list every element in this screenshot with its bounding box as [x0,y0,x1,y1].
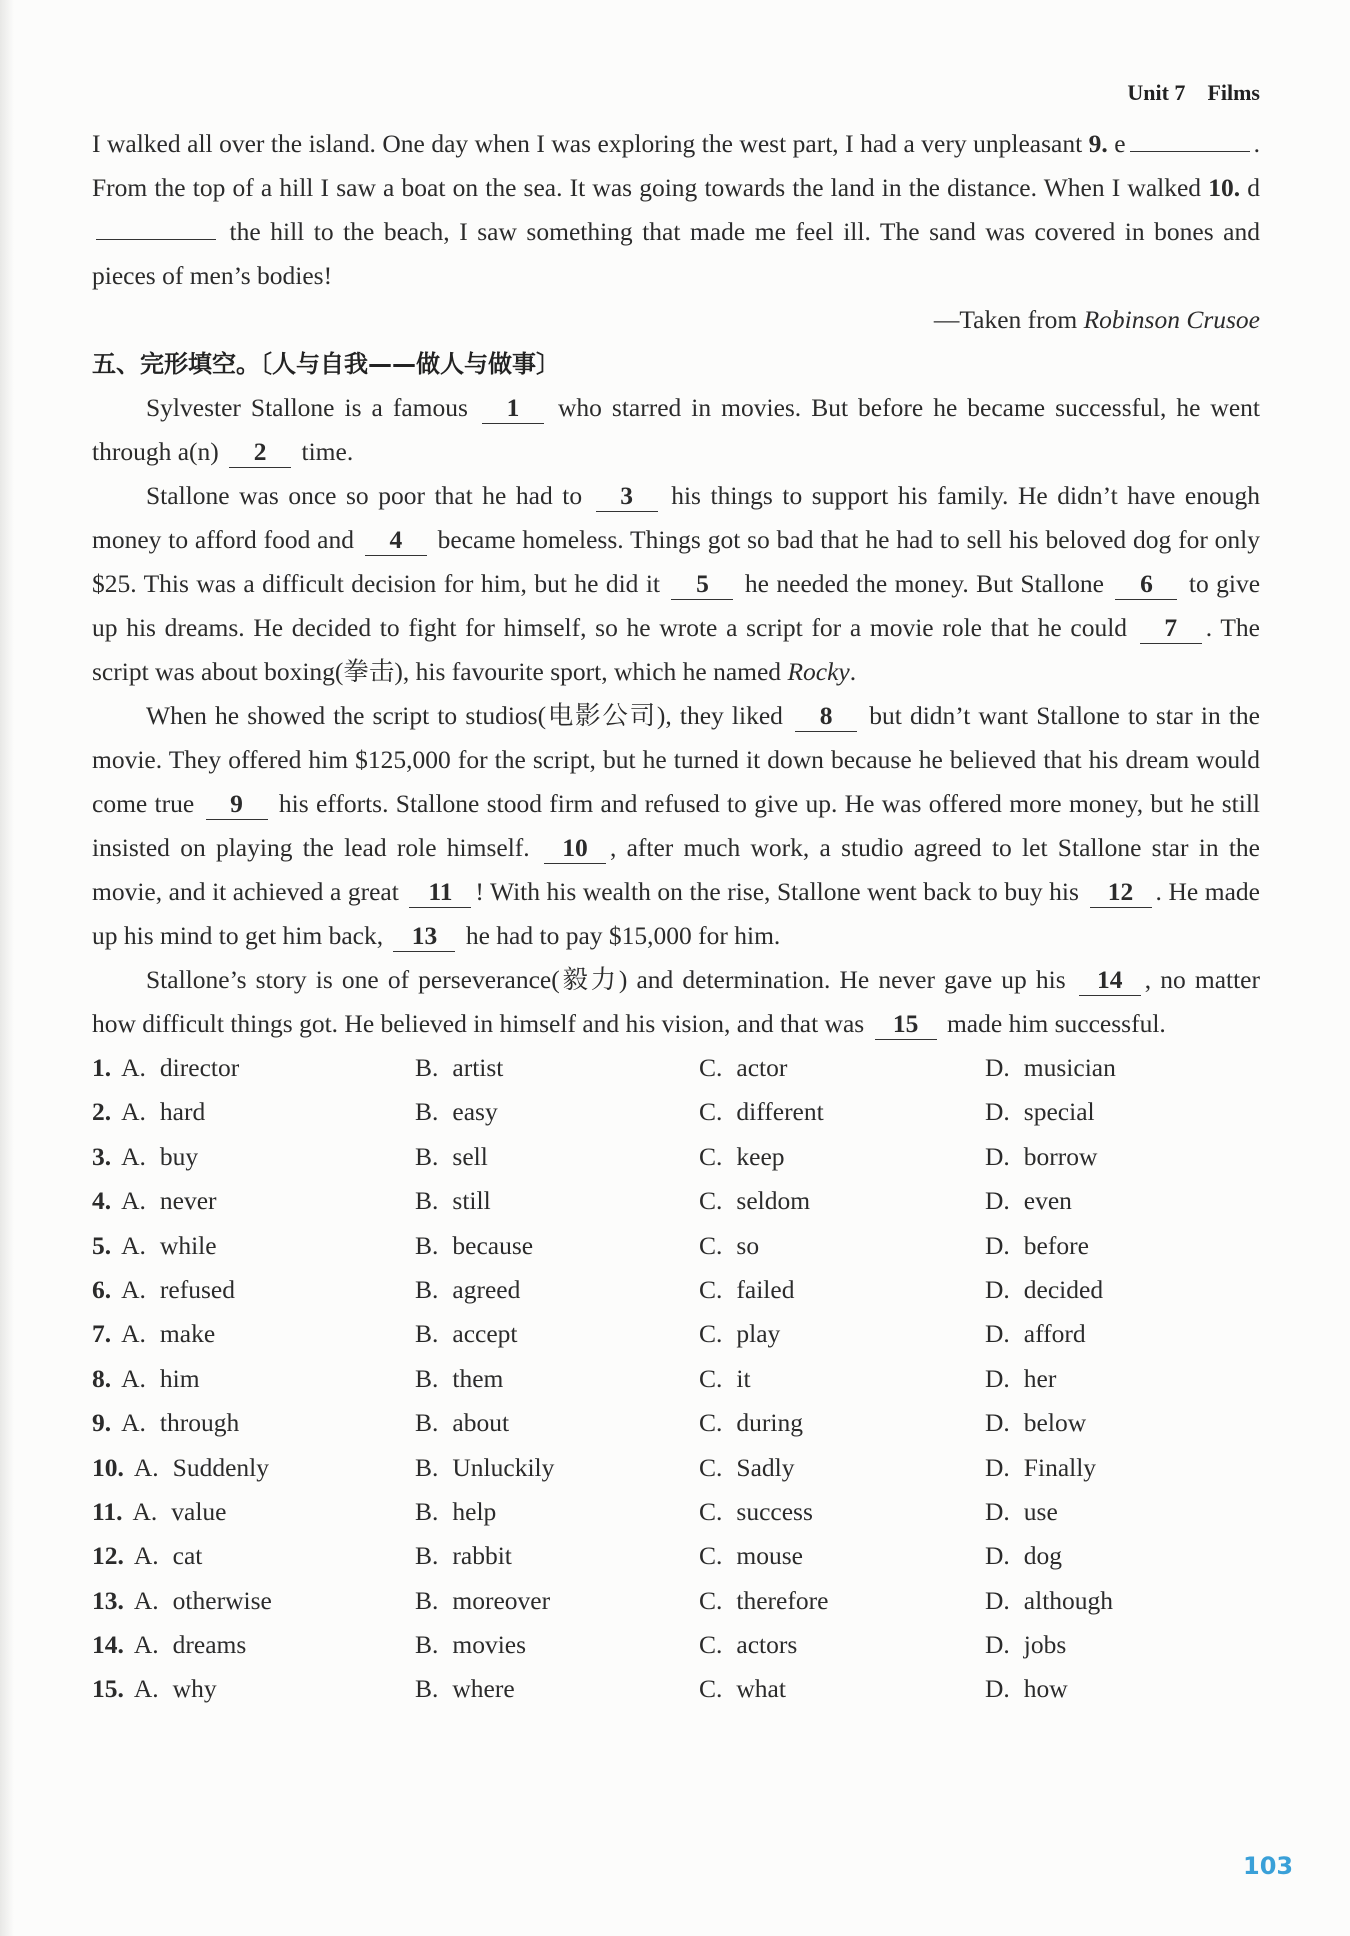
question-number: 10. [1208,173,1241,202]
story-text: the hill to the beach, I saw something that made me feel ill. The sand was covered in bones and pieces of men’s bodies! [92,217,1261,290]
option-letter: D. [985,1141,1010,1171]
option-letter: A. [121,1053,146,1082]
option-letter: B. [415,1230,439,1260]
option-a[interactable] [92,1090,415,1134]
cloze-blank[interactable]: 13 [393,921,455,952]
option-question-number: 13. [92,1585,124,1615]
option-b[interactable] [415,1579,699,1623]
option-c[interactable] [699,1268,985,1312]
option-letter: C. [699,1674,723,1704]
option-text: special [1023,1097,1095,1127]
option-c[interactable] [699,1224,985,1268]
option-letter: C. [699,1452,723,1482]
option-c[interactable] [699,1179,985,1223]
option-a[interactable] [92,1046,415,1090]
option-text: so [736,1230,760,1260]
option-letter: A. [133,1585,159,1615]
option-text: Suddenly [172,1452,270,1482]
option-b[interactable] [415,1401,699,1445]
option-letter: B. [415,1097,439,1127]
cloze-blank[interactable]: 15 [875,1009,937,1040]
option-text: failed [736,1274,795,1304]
option-letter: C. [699,1630,723,1660]
option-text: artist [452,1053,504,1082]
option-d[interactable] [985,1667,1260,1711]
option-letter: D. [985,1053,1010,1082]
cloze-blank[interactable]: 4 [365,525,427,556]
option-text: about [452,1408,510,1438]
option-text: agreed [452,1274,521,1304]
option-letter: D. [985,1408,1010,1438]
option-row [92,1579,1260,1623]
option-text: seldom [736,1186,811,1216]
answer-options-list [92,1046,1260,1712]
option-text: actor [736,1053,788,1082]
option-letter: A. [121,1408,146,1438]
option-row [92,1667,1260,1711]
option-letter: B. [415,1541,439,1571]
cloze-blank[interactable]: 2 [229,437,291,468]
first-letter-hint: d [1247,173,1261,202]
option-row [92,1490,1260,1534]
option-b[interactable] [415,1090,699,1134]
option-d[interactable] [985,1135,1260,1179]
option-question-number: 15. [92,1674,124,1704]
option-text: never [159,1186,217,1216]
option-text: Sadly [736,1452,795,1482]
option-row [92,1135,1260,1179]
option-a[interactable] [92,1490,415,1534]
option-text: refused [159,1274,235,1304]
option-letter: A. [133,1674,159,1704]
option-text: dreams [172,1630,247,1660]
option-question-number: 2. [92,1097,112,1127]
option-letter: B. [415,1585,439,1615]
cloze-text: he had to pay $15,000 for him. [465,921,781,950]
option-text: mouse [736,1541,803,1571]
option-question-number: 7. [92,1319,112,1349]
option-text: use [1023,1496,1058,1526]
option-text: even [1023,1186,1072,1216]
option-a[interactable] [92,1224,415,1268]
option-text: Unluckily [452,1452,555,1482]
option-letter: D. [985,1319,1010,1349]
cloze-paragraph-2 [92,474,1260,694]
option-a[interactable] [92,1179,415,1223]
cloze-text: , after much work, a studio agreed to let Stallone star in the movie, and it achieved a great [92,833,1260,906]
option-letter: C. [699,1274,723,1304]
option-letter: C. [699,1541,723,1571]
option-text: hard [159,1097,206,1127]
option-d[interactable] [985,1534,1260,1578]
option-text: through [159,1408,240,1438]
option-d[interactable] [985,1268,1260,1312]
page-header [1127,80,1260,106]
story-text: . From the top of a hill I saw a boat on the sea. It was going towards the land in the distance. When I walked [92,129,1260,202]
option-c[interactable] [699,1357,985,1401]
option-letter: D. [985,1630,1010,1660]
option-text: easy [452,1097,498,1127]
cloze-text: but didn’t want Stallone to star in the movie. They offered him $125,000 for the script, but he turned it down because he believed that his dream would come true [92,701,1260,818]
cloze-paragraph-1 [92,386,1260,474]
option-letter: B. [415,1141,439,1171]
option-letter: C. [699,1408,723,1438]
option-letter: D. [985,1097,1010,1127]
cloze-text: to give up his dreams. He decided to fight for himself, so he wrote a script for a movie role that he could [92,569,1261,642]
option-a[interactable] [92,1534,415,1578]
cloze-blank[interactable]: 12 [1090,877,1152,908]
option-letter: B. [415,1408,439,1438]
option-letter: D. [985,1452,1010,1482]
option-letter: D. [985,1186,1010,1216]
option-text: why [172,1674,217,1704]
option-text: accept [452,1319,518,1349]
option-letter: A. [133,1541,159,1571]
option-text: sell [452,1141,488,1171]
option-text: keep [736,1141,785,1171]
option-d[interactable] [985,1090,1260,1134]
option-a[interactable] [92,1357,415,1401]
option-letter: A. [121,1186,146,1216]
option-letter: A. [121,1363,146,1393]
option-question-number: 1. [92,1053,112,1082]
cloze-paragraph-4 [92,958,1260,1046]
option-letter: B. [415,1053,439,1082]
book-title: Robinson Crusoe [1083,305,1260,334]
page-content [92,122,1260,1712]
option-b[interactable] [415,1179,699,1223]
option-letter: A. [132,1496,158,1526]
option-text: director [159,1053,240,1082]
credit-prefix: —Taken from [933,305,1084,334]
option-letter: C. [699,1230,723,1260]
unit-title: Films [1207,80,1260,105]
option-letter: C. [699,1097,723,1127]
option-text: otherwise [172,1585,272,1615]
story-passage [92,122,1260,298]
cloze-blank[interactable]: 11 [409,877,471,908]
cloze-blank[interactable]: 6 [1115,569,1177,600]
option-d[interactable] [985,1623,1260,1667]
first-letter-hint: e [1114,129,1126,158]
option-letter: B. [415,1363,439,1393]
option-text: still [452,1186,491,1216]
option-row [92,1224,1260,1268]
option-a[interactable] [92,1446,415,1490]
option-question-number: 3. [92,1141,112,1171]
cloze-blank[interactable]: 7 [1140,613,1202,644]
option-letter: C. [699,1186,723,1216]
option-a[interactable] [92,1667,415,1711]
option-c[interactable] [699,1446,985,1490]
option-letter: B. [415,1319,439,1349]
option-text: afford [1023,1319,1086,1349]
option-b[interactable] [415,1135,699,1179]
option-row [92,1446,1260,1490]
option-letter: A. [121,1097,146,1127]
option-row [92,1090,1260,1134]
option-c[interactable] [699,1090,985,1134]
option-row [92,1401,1260,1445]
option-d[interactable] [985,1357,1260,1401]
option-text: below [1023,1408,1087,1438]
cloze-text: , no matter how difficult things got. He believed in himself and his vision, and that was [92,965,1260,1038]
option-letter: D. [985,1674,1010,1704]
cloze-text: became homeless. Things got so bad that he had to sell his beloved dog for only $25. This was a difficult decision for him, but he did it [92,525,1260,598]
option-text: them [452,1363,504,1393]
option-a[interactable] [92,1135,415,1179]
cloze-text: . The script was about boxing(拳击), his favourite sport, which he named [92,613,1260,686]
option-text: what [736,1674,786,1704]
option-text: because [452,1230,534,1260]
option-d[interactable] [985,1224,1260,1268]
cloze-text: who starred in movies. But before he became successful, he went through a(n) [92,393,1260,466]
option-text: buy [159,1141,199,1171]
page-number: 103 [1243,1852,1294,1880]
source-credit [92,298,1260,342]
option-row [92,1623,1260,1667]
option-text: movies [452,1630,527,1660]
cloze-text: ! With his wealth on the rise, Stallone went back to buy his [475,877,1079,906]
option-b[interactable] [415,1534,699,1578]
section-title: 五、完形填空。〔人与自我——做人与做事〕 [92,350,560,378]
option-letter: B. [415,1186,439,1216]
option-question-number: 5. [92,1230,112,1260]
option-text: play [736,1319,781,1349]
cloze-blank[interactable]: 5 [671,569,733,600]
option-text: borrow [1023,1141,1098,1171]
option-b[interactable] [415,1268,699,1312]
option-text: cat [172,1541,203,1571]
option-b[interactable] [415,1490,699,1534]
option-question-number: 4. [92,1186,112,1216]
option-question-number: 11. [92,1496,123,1526]
cloze-text: time. [301,437,354,466]
option-c[interactable] [699,1135,985,1179]
option-text: during [736,1408,803,1438]
cloze-blank[interactable]: 10 [544,833,606,864]
option-a[interactable] [92,1268,415,1312]
cloze-paragraph-3 [92,694,1260,958]
cloze-text: . He made up his mind to get him back, [92,877,1260,950]
option-text: rabbit [452,1541,512,1571]
option-text: success [736,1496,813,1526]
option-b[interactable] [415,1046,699,1090]
option-letter: A. [133,1452,159,1482]
cloze-text: he needed the money. But Stallone [744,569,1104,598]
option-text: moreover [452,1585,551,1615]
option-text: where [452,1674,515,1704]
option-letter: B. [415,1630,439,1660]
cloze-blank[interactable]: 8 [795,701,857,732]
option-letter: C. [699,1053,723,1082]
cloze-blank[interactable]: 3 [596,481,658,512]
option-question-number: 14. [92,1630,124,1660]
option-text: before [1023,1230,1089,1260]
option-letter: C. [699,1363,723,1393]
option-a[interactable] [92,1401,415,1445]
cloze-blank[interactable]: 1 [482,393,544,424]
option-d[interactable] [985,1579,1260,1623]
option-c[interactable] [699,1490,985,1534]
option-letter: D. [985,1230,1010,1260]
option-letter: D. [985,1496,1010,1526]
option-text: him [159,1363,200,1393]
option-question-number: 6. [92,1274,112,1304]
option-letter: D. [985,1541,1010,1571]
option-letter: A. [121,1230,146,1260]
option-letter: C. [699,1319,723,1349]
option-d[interactable] [985,1046,1260,1090]
option-text: therefore [736,1585,829,1615]
page-edge [0,0,14,1936]
option-text: value [171,1496,227,1526]
option-c[interactable] [699,1046,985,1090]
unit-label: Unit 7 [1127,80,1186,105]
option-question-number: 8. [92,1363,112,1393]
option-letter: C. [699,1496,723,1526]
option-text: dog [1023,1541,1063,1571]
option-text: her [1023,1363,1057,1393]
option-c[interactable] [699,1579,985,1623]
option-letter: D. [985,1585,1010,1615]
cloze-text: . [849,657,857,686]
option-text: jobs [1023,1630,1067,1660]
question-number: 9. [1088,129,1108,158]
answer-blank-9[interactable] [1130,151,1250,152]
option-text: while [159,1230,217,1260]
option-letter: B. [415,1274,439,1304]
cloze-text: Stallone’s story is one of perseverance(毅力) and determination. He never gave up his [146,965,1066,994]
option-question-number: 10. [92,1452,124,1482]
cloze-text: his efforts. Stallone stood firm and refused to give up. He was offered more money, but he still insisted on playing the lead role himself. [92,789,1261,862]
option-letter: A. [121,1141,146,1171]
option-b[interactable] [415,1357,699,1401]
option-c[interactable] [699,1667,985,1711]
option-text: it [736,1363,751,1393]
option-d[interactable] [985,1490,1260,1534]
option-c[interactable] [699,1623,985,1667]
option-b[interactable] [415,1312,699,1356]
option-row [92,1046,1260,1090]
option-letter: D. [985,1274,1010,1304]
option-c[interactable] [699,1401,985,1445]
cloze-blank[interactable]: 9 [206,789,268,820]
option-text: actors [736,1630,798,1660]
option-row [92,1357,1260,1401]
option-letter: C. [699,1141,723,1171]
option-letter: A. [133,1630,159,1660]
option-letter: A. [121,1319,146,1349]
option-c[interactable] [699,1534,985,1578]
story-text: I walked all over the island. One day when I was exploring the west part, I had a very unpleasant [92,129,1083,158]
option-question-number: 12. [92,1541,124,1571]
option-b[interactable] [415,1667,699,1711]
cloze-blank[interactable]: 14 [1079,965,1141,996]
option-question-number: 9. [92,1408,112,1438]
option-text: how [1023,1674,1068,1704]
option-text: make [159,1319,216,1349]
cloze-text: his things to support his family. He didn’t have enough money to afford food and [92,481,1260,554]
option-text: different [736,1097,824,1127]
cloze-text: made him successful. [946,1009,1166,1038]
option-a[interactable] [92,1579,415,1623]
cloze-text: Stallone was once so poor that he had to [146,481,583,510]
option-text: musician [1023,1053,1116,1082]
option-b[interactable] [415,1224,699,1268]
option-letter: D. [985,1363,1010,1393]
option-a[interactable] [92,1623,415,1667]
cloze-text: Sylvester Stallone is a famous [146,393,468,422]
answer-blank-10[interactable] [96,239,216,240]
option-letter: A. [121,1274,146,1304]
option-d[interactable] [985,1312,1260,1356]
movie-title: Rocky [787,657,850,686]
option-letter: C. [699,1585,723,1615]
option-letter: B. [415,1674,439,1704]
option-letter: B. [415,1496,439,1526]
option-d[interactable] [985,1446,1260,1490]
option-text: help [452,1496,497,1526]
option-text: although [1023,1585,1114,1615]
option-row [92,1179,1260,1223]
option-c[interactable] [699,1312,985,1356]
cloze-text: When he showed the script to studios(电影公司), they liked [146,701,783,730]
option-b[interactable] [415,1446,699,1490]
option-text: decided [1023,1274,1104,1304]
option-letter: B. [415,1452,439,1482]
option-b[interactable] [415,1623,699,1667]
option-d[interactable] [985,1179,1260,1223]
option-text: Finally [1023,1452,1097,1482]
option-d[interactable] [985,1401,1260,1445]
option-row [92,1268,1260,1312]
option-row [92,1534,1260,1578]
option-a[interactable] [92,1312,415,1356]
option-row [92,1312,1260,1356]
